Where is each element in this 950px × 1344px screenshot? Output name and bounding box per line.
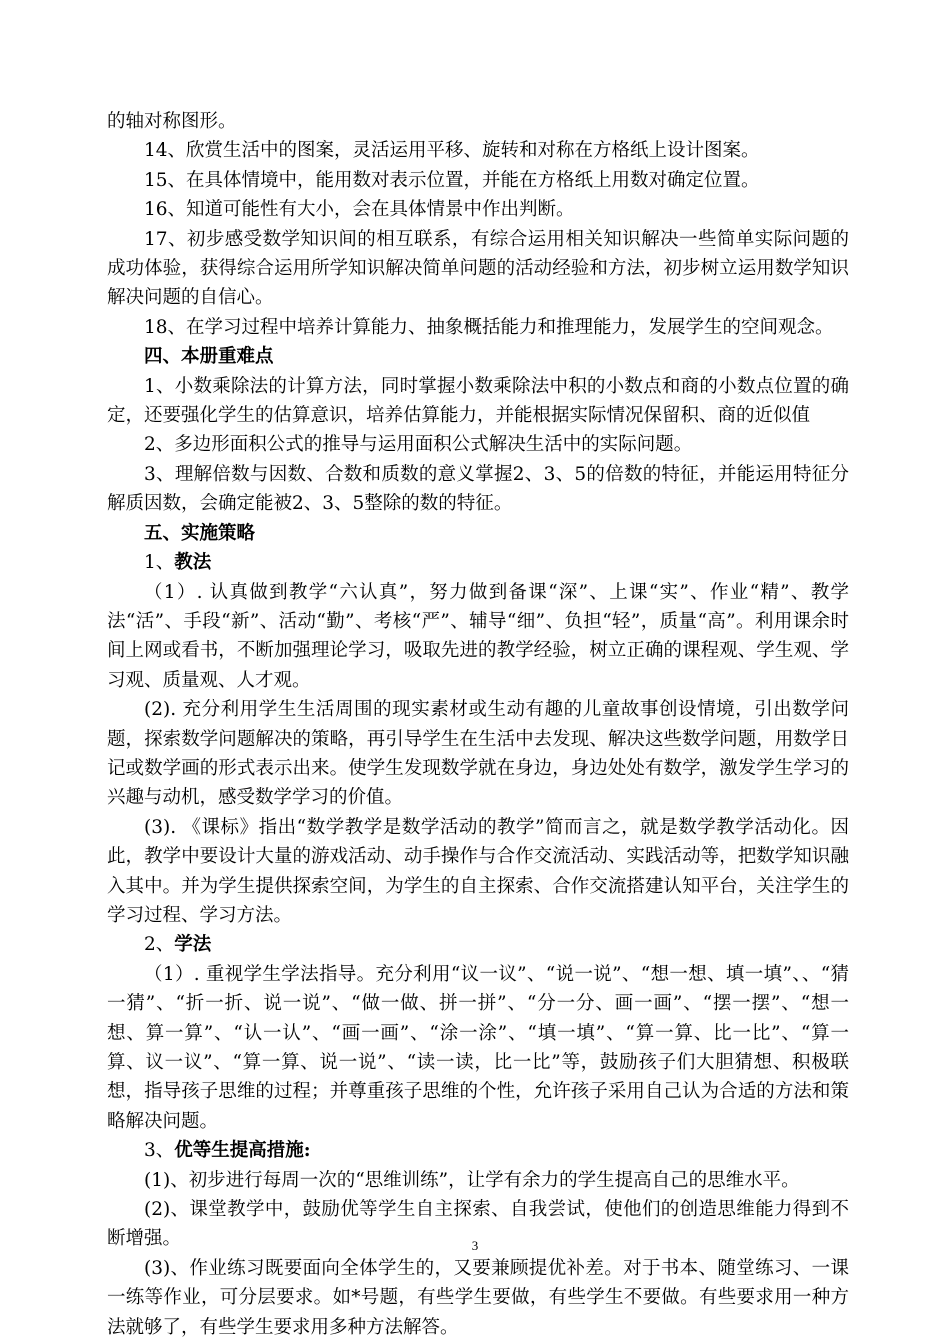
subsection-heading [107,1136,849,1165]
body-paragraph: 2、多边形面积公式的推导与运用面积公式解决生活中的实际问题。 [144,434,693,456]
body-paragraph: 18、在学习过程中培养计算能力、抽象概括能力和推理能力，发展学生的空间观念。 [144,316,834,338]
subsection-label: 学法 [174,934,212,956]
body-paragraph: 3、理解倍数与因数、合数和质数的意义掌握2、3、5的倍数的特征，并能运用特征分解质因数，会确定能被2、3、5整除的数的特征。 [107,463,849,515]
page-number: 3 [471,1238,479,1253]
document-body [107,107,849,1342]
body-paragraph: (1)、初步进行每周一次的“思维训练”，让学有余力的学生提高自己的思维水平。 [144,1169,800,1191]
subsection-heading [107,930,849,959]
section-heading: 五、实施策略 [144,522,256,544]
subsection-number: 1、 [144,552,175,574]
body-paragraph: (2). 充分利用学生生活周围的现实素材或生动有趣的儿童故事创设情境，引出数学问题，探索数学问题解决的策略，再引导学生在生活中去发现、解决这些数学问题，用数学日记或数学画的形式表示出来。使学生发现数学就在身边，身边处处有数学，激发学生学习的兴趣与动机，感受数学学习的价值。 [107,699,849,809]
subsection-number: 3、 [144,1140,175,1162]
body-paragraph: (3)、作业练习既要面向全体学生的，又要兼顾提优补差。对于书本、随堂练习、一课一练等作业，可分层要求。如*号题，有些学生要做，有些学生不要做。有些要求用一种方法就够了，有些学生要求用多种方法解答。 [107,1257,849,1338]
subsection-heading [107,548,849,577]
body-paragraph: 14、欣赏生活中的图案，灵活运用平移、旋转和对称在方格纸上设计图案。 [144,140,760,162]
body-paragraph: （1）. 重视学生学法指导。充分利用“议一议”、“说一说”、“想一想、填一填”、、“猜一猜”、“折一折、说一说”、“做一做、拼一拼”、“分一分、画一画”、“摆一摆”、“想一想、算一算”、“认一认”、“画一画”、“涂一涂”、“填一填”、“算一算、比一比”、“算一算、议一议”、“算一算、说一说”、“读一读，比一比”等，鼓励孩子们大胆猜想、积极联想，指导孩子思维的过程；并尊重孩子思维的个性，允许孩子采用自己认为合适的方法和策略解决问题。 [107,963,849,1132]
section-heading: 四、本册重难点 [144,346,274,368]
body-paragraph: 15、在具体情境中，能用数对表示位置，并能在方格纸上用数对确定位置。 [144,169,760,191]
subsection-label: 教法 [174,552,212,574]
body-paragraph: 16、知道可能性有大小，会在具体情景中作出判断。 [144,199,575,221]
subsection-number: 2、 [144,934,175,956]
body-paragraph: (2)、课堂教学中，鼓励优等学生自主探索、自我尝试，使他们的创造思维能力得到不断增强。 [107,1199,849,1250]
body-paragraph: （1）. 认真做到教学“六认真”，努力做到备课“深”、上课“实”、作业“精”、教学法“活”、手段“新”、活动“勤”、考核“严”、辅导“细”、负担“轻”，质量“高”。利用课余时间上网或看书，不断加强理论学习，吸取先进的教学经验，树立正确的课程观、学生观、学习观、质量观、人才观。 [107,581,849,691]
body-paragraph: 17、初步感受数学知识间的相互联系，有综合运用相关知识解决一些简单实际问题的成功体验，获得综合运用所学知识解决简单问题的活动经验和方法，初步树立运用数学知识解决问题的自信心。 [107,228,849,309]
subsection-label: 优等生提高措施: [174,1140,311,1162]
body-paragraph: (3). 《课标》指出“数学教学是数学活动的教学”简而言之，就是数学教学活动化。因此，教学中要设计大量的游戏活动、动手操作与合作交流活动、实践活动等，把数学知识融入其中。并为学生提供探索空间，为学生的自主探索、合作交流搭建认知平台，关注学生的学习过程、学习方法。 [107,816,849,926]
body-paragraph: 1、小数乘除法的计算方法，同时掌握小数乘除法中积的小数点和商的小数点位置的确定，还要强化学生的估算意识，培养估算能力，并能根据实际情况保留积、商的近似值 [107,375,849,427]
body-paragraph: 的轴对称图形。 [107,111,237,132]
